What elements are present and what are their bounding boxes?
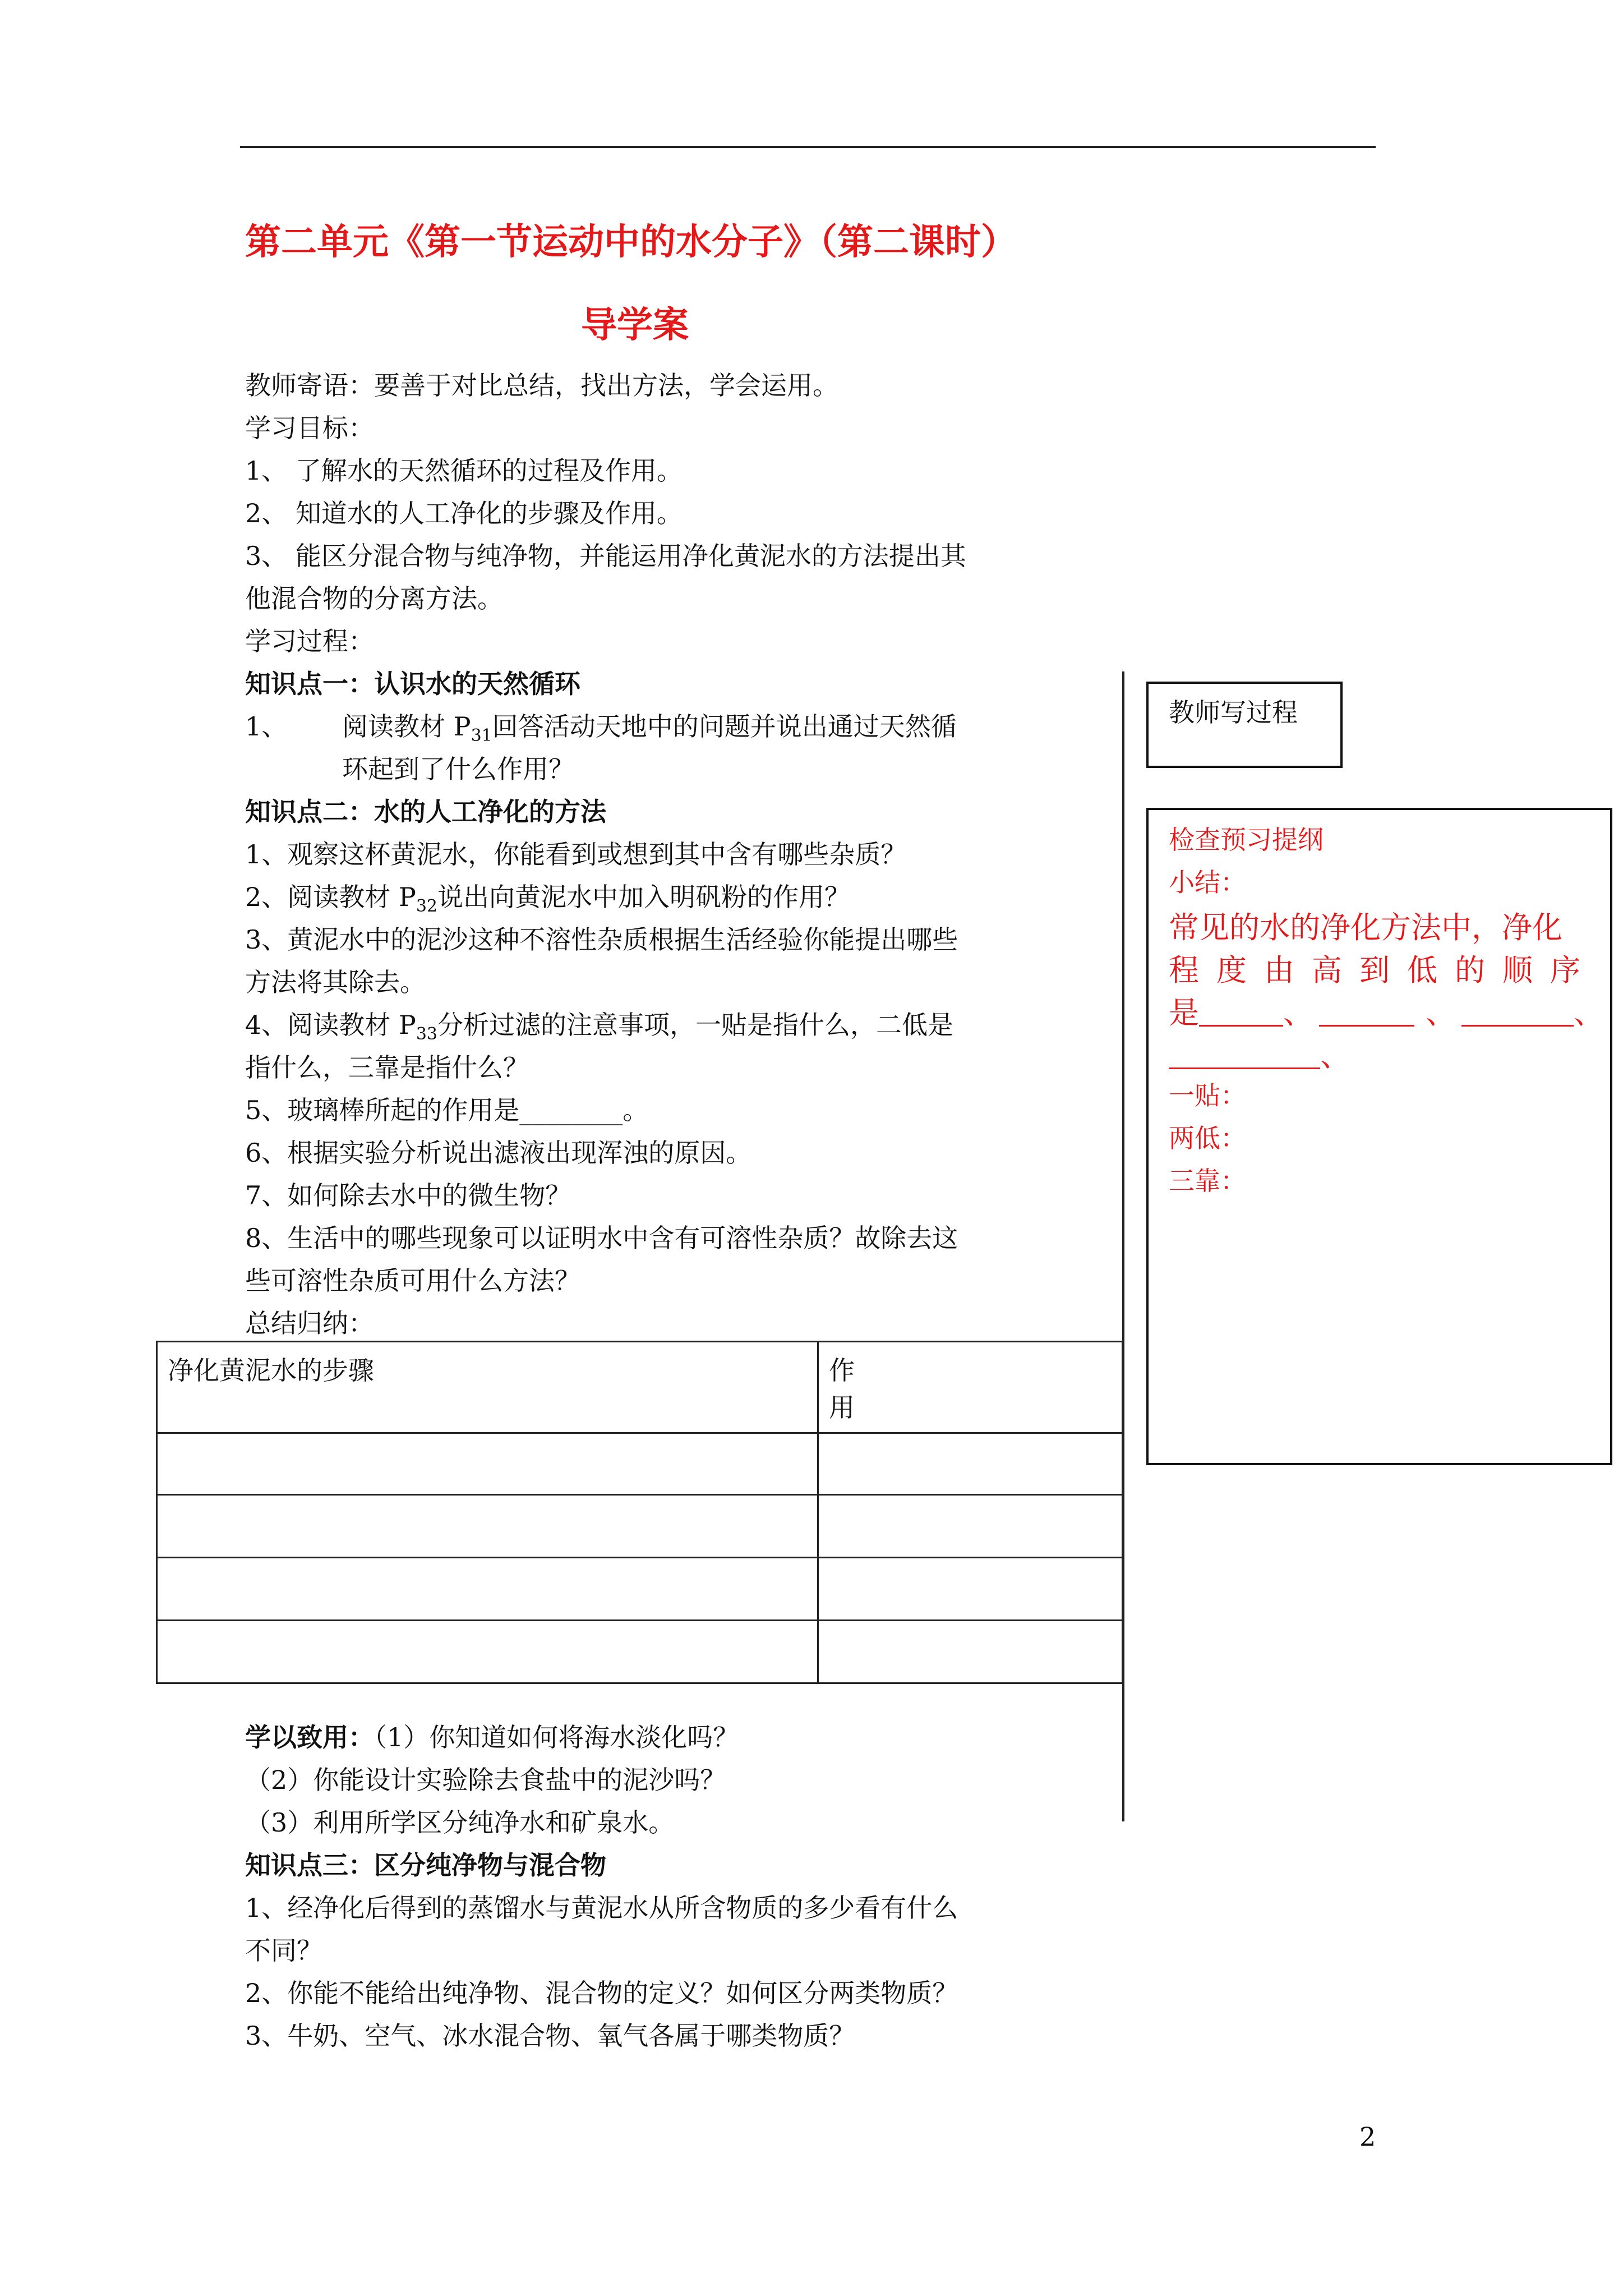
apply-q2: （2）你能设计实验除去食盐中的泥沙吗？ bbox=[245, 1765, 726, 1795]
table-cell bbox=[157, 1433, 818, 1495]
sankao-label: 三靠： bbox=[1169, 1166, 1246, 1196]
goal-2: 2、 知道水的人工净化的步骤及作用。 bbox=[245, 498, 683, 528]
table-cell bbox=[818, 1621, 1123, 1683]
table-cell bbox=[157, 1558, 818, 1621]
page-number: 2 bbox=[1359, 2122, 1376, 2152]
preview-outline-box bbox=[1146, 808, 1612, 1465]
summary-table bbox=[156, 1341, 1123, 1684]
table-row bbox=[157, 1621, 1123, 1683]
teacher-process-label: 教师写过程 bbox=[1169, 697, 1298, 728]
table-cell bbox=[818, 1558, 1123, 1621]
goal-3a: 3、 能区分混合物与纯净物，并能运用净化黄泥水的方法提出其 bbox=[245, 541, 966, 571]
answer-blank bbox=[1319, 1005, 1414, 1027]
goal-3b: 他混合物的分离方法。 bbox=[245, 583, 503, 614]
kp3-q1b: 不同？ bbox=[245, 1935, 322, 1966]
table-header-steps: 净化黄泥水的步骤 bbox=[157, 1342, 818, 1433]
kp1-q1-number: 1、 bbox=[245, 711, 288, 742]
answer-blank bbox=[1461, 1005, 1574, 1027]
kp2-q7: 7、如何除去水中的微生物？ bbox=[245, 1180, 571, 1211]
side-divider bbox=[1122, 671, 1124, 1821]
kp3-q3: 3、牛奶、空气、冰水混合物、氧气各属于哪类物质？ bbox=[245, 2021, 855, 2051]
goals-heading: 学习目标： bbox=[245, 413, 374, 443]
purify-blanks-line: 是 、 、 、 bbox=[1169, 995, 1604, 1030]
table-cell bbox=[818, 1433, 1123, 1495]
kp2-q4: 4、阅读教材 $P_{33}$分析过滤的注意事项，一贴是指什么，二低是 bbox=[245, 1010, 954, 1044]
kp2-q4b: 指什么，三靠是指什么？ bbox=[245, 1052, 529, 1083]
teacher-process-box bbox=[1146, 682, 1343, 768]
liangdi-label: 两低： bbox=[1169, 1123, 1246, 1153]
kp2-heading: 知识点二：水的人工净化的方法 bbox=[245, 797, 606, 827]
kp2-q5: 5、玻璃棒所起的作用是________。 bbox=[245, 1095, 649, 1125]
table-cell bbox=[157, 1621, 818, 1683]
table-cell bbox=[157, 1495, 818, 1558]
kp1-q1-text-cont: 环起到了什么作用？ bbox=[342, 754, 574, 784]
kp2-q3b: 方法将其除去。 bbox=[245, 967, 426, 997]
purify-text-2: 程度由高到低的顺序 bbox=[1169, 953, 1598, 988]
kp2-q8b: 些可溶性杂质可用什么方法？ bbox=[245, 1266, 580, 1296]
kp2-q2: 2、阅读教材 $P_{32}$说出向黄泥水中加入明矾粉的作用？ bbox=[245, 882, 851, 916]
yitie-label: 一贴： bbox=[1169, 1080, 1246, 1111]
kp2-q6: 6、根据实验分析说出滤液出现浑浊的原因。 bbox=[245, 1138, 752, 1168]
kp3-heading: 知识点三：区分纯净物与混合物 bbox=[245, 1850, 606, 1880]
kp3-q1a: 1、经净化后得到的蒸馏水与黄泥水从所含物质的多少看有什么 bbox=[245, 1893, 958, 1923]
answer-blank bbox=[1169, 1047, 1320, 1069]
apply-q3: （3）利用所学区分纯净水和矿泉水。 bbox=[245, 1807, 675, 1838]
kp1-q1-text: 阅读教材 $P_{31}$回答活动天地中的问题并说出通过天然循 bbox=[342, 711, 957, 746]
header-rule bbox=[240, 146, 1376, 148]
check-preview-title: 检查预习提纲 bbox=[1169, 825, 1324, 855]
answer-blank bbox=[1199, 1005, 1283, 1027]
table-header-function: 作 用 bbox=[818, 1342, 1123, 1433]
apply-q1: 学以致用：（1）你知道如何将海水淡化吗？ bbox=[245, 1722, 739, 1752]
kp2-q1: 1、观察这杯黄泥水，你能看到或想到其中含有哪些杂质？ bbox=[245, 839, 907, 869]
goal-1: 1、 了解水的天然循环的过程及作用。 bbox=[245, 455, 683, 486]
kp2-q3a: 3、黄泥水中的泥沙这种不溶性杂质根据生活经验你能提出哪些 bbox=[245, 924, 958, 955]
summary-heading: 总结归纳： bbox=[245, 1308, 374, 1338]
table-row bbox=[157, 1495, 1123, 1558]
purify-blanks-line-2: 、 bbox=[1169, 1038, 1350, 1074]
table-row bbox=[157, 1558, 1123, 1621]
kp3-q2: 2、你能不能给出纯净物、混合物的定义？如何区分两类物质？ bbox=[245, 1978, 958, 2008]
kp2-q8a: 8、生活中的哪些现象可以证明水中含有可溶性杂质？故除去这 bbox=[245, 1223, 958, 1253]
kp1-heading: 知识点一：认识水的天然循环 bbox=[245, 669, 580, 699]
table-cell bbox=[818, 1495, 1123, 1558]
process-heading: 学习过程： bbox=[245, 626, 374, 656]
page-title: 第二单元《第一节运动中的水分子》（第二课时） bbox=[245, 221, 1017, 263]
teacher-motto: 教师寄语：要善于对比总结，找出方法，学会运用。 bbox=[245, 370, 838, 401]
table-header-row bbox=[157, 1342, 1123, 1433]
table-row bbox=[157, 1433, 1123, 1495]
summary-label: 小结： bbox=[1169, 867, 1246, 898]
page-subtitle: 导学案 bbox=[581, 304, 689, 346]
purify-text-1: 常见的水的净化方法中，净化 bbox=[1169, 910, 1562, 945]
